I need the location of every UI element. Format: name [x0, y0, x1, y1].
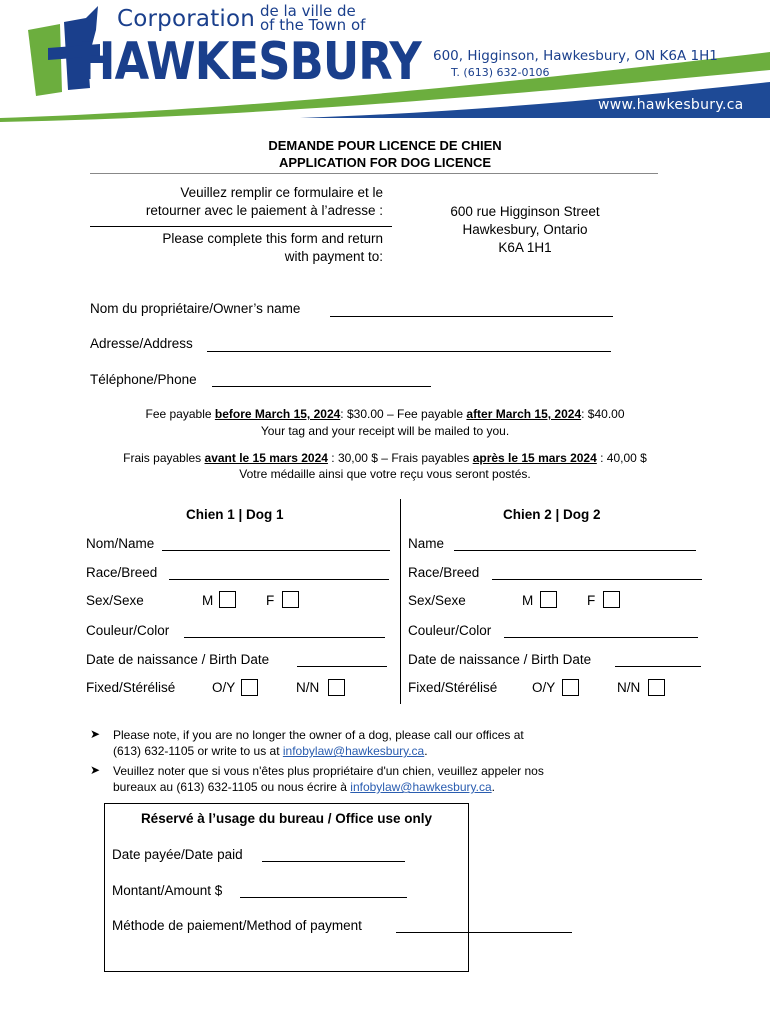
instructions-en-line2: with payment to: [284, 249, 383, 264]
owner-phone-field[interactable] [212, 386, 431, 387]
fees-fr-date1: avant le 15 mars 2024 [204, 451, 328, 465]
dog2-name-label: Name [408, 536, 445, 551]
office-amount-field[interactable] [240, 897, 407, 898]
dog2-fixed-label: Fixed/Stérélisé [408, 680, 498, 695]
logo-corporation: Corporation [117, 6, 256, 32]
instructions-divider [90, 226, 392, 227]
logo-ville-text [260, 4, 365, 32]
dog1-birth-label: Date de naissance / Birth Date [86, 652, 270, 667]
fees-en-post: : $40.00 [581, 407, 625, 421]
title-rule [90, 173, 658, 174]
dog1-birth-field[interactable] [297, 666, 387, 667]
fees-en-date1: before March 15, 2024 [214, 407, 341, 421]
owner-name-label: Nom du propriétaire/Owner’s name [90, 301, 301, 316]
dog1-heading: Chien 1 | Dog 1 [186, 507, 284, 522]
fees-en-pre: Fee payable [145, 407, 215, 421]
dog2-heading: Chien 2 | Dog 2 [503, 507, 601, 522]
dog2-fixed-yes-checkbox[interactable] [562, 679, 579, 696]
dog2-birth-field[interactable] [615, 666, 701, 667]
owner-phone-label: Téléphone/Phone [90, 372, 197, 387]
fees-fr-mid: : 30,00 $ – Frais payables [327, 451, 473, 465]
owner-name-field[interactable] [330, 316, 613, 317]
dog1-breed-field[interactable] [169, 579, 389, 580]
fees-en-line2: Your tag and your receipt will be mailed to you. [260, 424, 510, 438]
note-fr [113, 763, 544, 795]
instructions-fr-line1: Veuillez remplir ce formulaire et le [180, 185, 383, 200]
dog2-fixed-no-checkbox[interactable] [648, 679, 665, 696]
logo-ville-line2: of the Town of [260, 16, 366, 34]
fees-en-line1 [0, 407, 770, 421]
office-heading: Réservé à l’usage du bureau / Office use only [140, 811, 433, 826]
fees-en-mid: : $30.00 – Fee payable [340, 407, 467, 421]
owner-address-field[interactable] [207, 351, 611, 352]
dog1-fixed-label: Fixed/Stérélisé [86, 680, 176, 695]
header-website[interactable]: www.hawkesbury.ca [598, 97, 744, 113]
mailing-address-city: Hawkesbury, Ontario [462, 222, 588, 237]
header-address: 600, Higginson, Hawkesbury, ON K6A 1H1 [433, 48, 718, 64]
dog2-sex-m-label: M [522, 593, 534, 608]
note-en-line2 [113, 743, 524, 759]
logo-ville-line1: de la ville de [260, 2, 356, 20]
dog1-sex-label: Sex/Sexe [86, 593, 144, 608]
note-en-line1: Please note, if you are no longer the owner of a dog, please call our offices at [113, 728, 524, 742]
note-fr-bullet-icon: ➤ [90, 763, 101, 777]
note-en [113, 727, 524, 759]
dog2-sex-m-checkbox[interactable] [540, 591, 557, 608]
fees-fr-line1 [0, 451, 770, 465]
dog2-fixed-yes-label: O/Y [532, 680, 556, 695]
dog2-color-field[interactable] [504, 637, 698, 638]
note-en-bullet-icon: ➤ [90, 727, 101, 741]
dog1-name-label: Nom/Name [86, 536, 155, 551]
dog2-breed-field[interactable] [492, 579, 702, 580]
note-fr-line1: Veuillez noter que si vous n'êtes plus propriétaire d'un chien, veuillez appeler nos [113, 764, 544, 778]
mailing-address-postal: K6A 1H1 [498, 240, 552, 255]
email-link-fr[interactable]: infobylaw@hawkesbury.ca [350, 780, 492, 794]
office-method-field[interactable] [396, 932, 572, 933]
note-fr-line2-post: . [491, 780, 495, 794]
dog1-sex-f-label: F [266, 593, 275, 608]
note-fr-line2-pre: bureaux au (613) 632-1105 ou nous écrire à [113, 780, 351, 794]
office-date-label: Date payée/Date paid [112, 847, 243, 862]
office-date-field[interactable] [262, 861, 405, 862]
dog1-fixed-no-checkbox[interactable] [328, 679, 345, 696]
dog2-sex-label: Sex/Sexe [408, 593, 466, 608]
instructions-en-line1: Please complete this form and return [162, 231, 383, 246]
dog2-color-label: Couleur/Color [408, 623, 492, 638]
dog2-birth-label: Date de naissance / Birth Date [408, 652, 592, 667]
dog2-breed-label: Race/Breed [408, 565, 480, 580]
fees-en-date2: after March 15, 2024 [466, 407, 582, 421]
owner-address-label: Adresse/Address [90, 336, 193, 351]
dog2-name-field[interactable] [454, 550, 696, 551]
header-telephone: T. (613) 632-0106 [451, 66, 550, 79]
fees-fr-date2: après le 15 mars 2024 [472, 451, 597, 465]
instructions-fr [90, 184, 383, 220]
dog2-fixed-no-label: N/N [617, 680, 641, 695]
office-amount-label: Montant/Amount $ [112, 883, 223, 898]
dog2-sex-f-checkbox[interactable] [603, 591, 620, 608]
dog1-breed-label: Race/Breed [86, 565, 158, 580]
dog1-color-field[interactable] [184, 637, 385, 638]
dog2-sex-f-label: F [587, 593, 596, 608]
instructions-fr-line2: retourner avec le paiement à l’adresse : [145, 203, 383, 218]
mailing-address-street: 600 rue Higginson Street [450, 204, 600, 219]
office-method-label: Méthode de paiement/Method of payment [112, 918, 362, 933]
fees-fr-line2: Votre médaille ainsi que votre reçu vous seront postés. [239, 467, 531, 481]
title-en: APPLICATION FOR DOG LICENCE [278, 155, 492, 170]
dog1-fixed-yes-label: O/Y [212, 680, 236, 695]
dog1-sex-m-checkbox[interactable] [219, 591, 236, 608]
dog1-name-field[interactable] [162, 550, 390, 551]
dog1-fixed-no-label: N/N [296, 680, 320, 695]
dog1-sex-m-label: M [202, 593, 214, 608]
title-fr: DEMANDE POUR LICENCE DE CHIEN [268, 138, 502, 153]
dog1-color-label: Couleur/Color [86, 623, 170, 638]
note-fr-line2 [113, 779, 544, 795]
logo-hawkesbury: HAWKESBURY [78, 32, 421, 92]
dog-column-divider [400, 499, 401, 704]
fees-fr-pre: Frais payables [123, 451, 205, 465]
dog1-sex-f-checkbox[interactable] [282, 591, 299, 608]
dog1-fixed-yes-checkbox[interactable] [241, 679, 258, 696]
note-en-line2-post: . [424, 744, 428, 758]
mailing-address [410, 203, 640, 257]
note-en-line2-pre: (613) 632-1105 or write to us at [113, 744, 283, 758]
fees-fr-post: : 40,00 $ [596, 451, 647, 465]
instructions-en [90, 230, 383, 266]
email-link[interactable]: infobylaw@hawkesbury.ca [282, 744, 425, 758]
